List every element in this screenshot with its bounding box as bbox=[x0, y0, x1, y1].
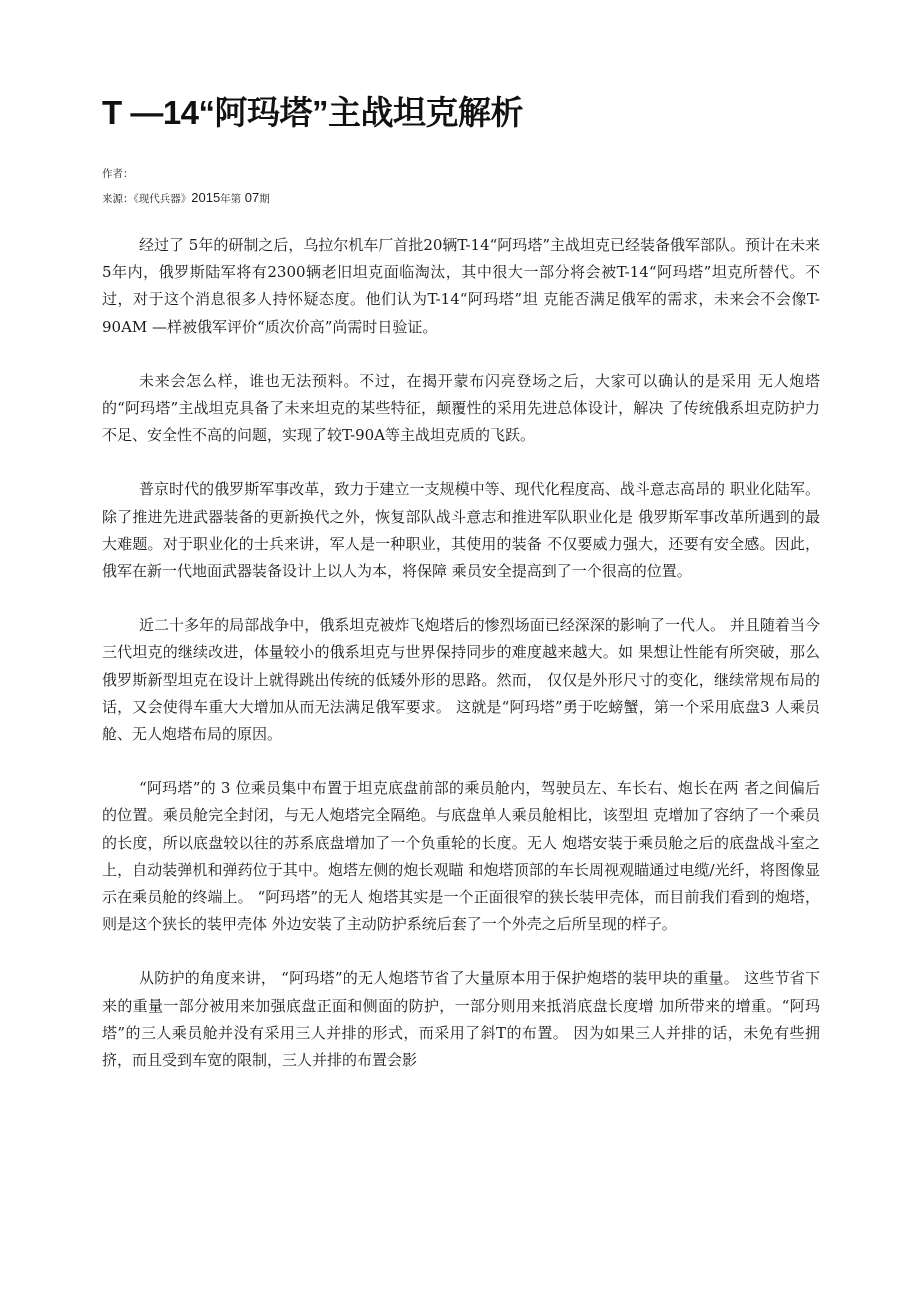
author-line bbox=[102, 166, 134, 181]
paragraph-3: 普京时代的俄罗斯军事改革，致力于建立一支规模中等、现代化程度高、战斗意志高昂的 职业化陆军。除了推进先进武器装备的更新换代之外，恢复部队战斗意志和推进军队职业化是 俄罗斯军事改革所遇到的最大难题。对于职业化的士兵来讲，军人是一种职业，其使用的装备 不仅要威力强大，还要有安全感。因此，俄军在新一代地面武器装备设计上以人为本，将保障 乘员安全提高到了一个很高的位置。 bbox=[102, 480, 820, 581]
paragraph-1: 经过了 5年的研制之后，乌拉尔机车厂首批20辆T-14“阿玛塔”主战坦克已经装备俄军部队。预计在未来5年内，俄罗斯陆军将有2300辆老旧坦克面临淘汰，其中很大一部分将会被T-14“阿玛塔”坦克所替代。不过，对于这个消息很多人持怀疑态度。他们认为T-14“阿玛塔”坦 克能否满足俄军的需求，未来会不会像T-90AM —样被俄军评价“质次价高”尚需时日验证。 bbox=[102, 236, 820, 336]
source-year: 2015 bbox=[191, 190, 221, 205]
paragraph-6: 从防护的角度来讲， “阿玛塔”的无人炮塔节省了大量原本用于保护炮塔的装甲块的重量。 这些节省下来的重量一部分被用来加强底盘正面和侧面的防护，一部分则用来抵消底盘长度增 加所带来的增重。“阿玛塔”的三人乘员舱并没有采用三人并排的形式，而采用了斜T的布置。 因为如果三人并排的话，未免有些拥挤，而且受到车宽的限制，三人并排的布置会影 bbox=[102, 969, 820, 1070]
article-body bbox=[102, 232, 820, 1101]
source-issue: 07 bbox=[241, 190, 260, 205]
source-line bbox=[102, 190, 270, 206]
source-label: 来源：《现代兵器》 bbox=[102, 193, 192, 205]
paragraph-2: 未来会怎么样，谁也无法预料。不过，在揭开蒙布闪亮登场之后，大家可以确认的是采用 无人炮塔的“阿玛塔”主战坦克具备了未来坦克的某些特征，颠覆性的采用先进总体设计，解决 了传统俄系坦克防护力不足、安全性不高的问题，实现了较T-90A等主战坦克质的飞跃。 bbox=[102, 371, 820, 445]
paragraph-4: 近二十多年的局部战争中，俄系坦克被炸飞炮塔后的惨烈场面已经深深的影响了一代人。 并且随着当今三代坦克的继续改进，体量较小的俄系坦克与世界保持同步的难度越来越大。如 果想让性能有所突破，那么俄罗斯新型坦克在设计上就得跳出传统的低矮外形的思路。然而， 仅仅是外形尺寸的变化，继续常规布局的话，又会使得车重大大增加从而无法满足俄军要求。 这就是“阿玛塔”勇于吃螃蟹，第一个采用底盘3 人乘员舱、无人炮塔布局的原因。 bbox=[102, 616, 820, 744]
source-issue-suffix: 期 bbox=[259, 193, 270, 205]
paragraph-5: “阿玛塔”的 3 位乘员集中布置于坦克底盘前部的乘员舱内，驾驶员左、车长右、炮长在两 者之间偏后的位置。乘员舱完全封闭，与无人炮塔完全隔绝。与底盘单人乘员舱相比，该型坦 克增加了容纳了一个乘员的长度，所以底盘较以往的苏系底盘增加了一个负重轮的长度。无人 炮塔安装于乘员舱之后的底盘战斗室之上，自动装弹机和弹药位于其中。炮塔左侧的炮长观瞄 和炮塔顶部的车长周视观瞄通过电缆/光纤，将图像显示在乘员舱的终端上。 “阿玛塔”的无人 炮塔其实是一个正面很窄的狭长装甲壳体，而目前我们看到的炮塔，则是这个狭长的装甲壳体 外边安装了主动防护系统后套了一个外壳之后所呈现的样子。 bbox=[102, 779, 820, 934]
source-year-suffix: 年第 bbox=[220, 193, 242, 205]
author-label: 作者： bbox=[102, 168, 134, 180]
article-title: T —14“阿玛塔”主战坦克解析 bbox=[102, 94, 524, 131]
